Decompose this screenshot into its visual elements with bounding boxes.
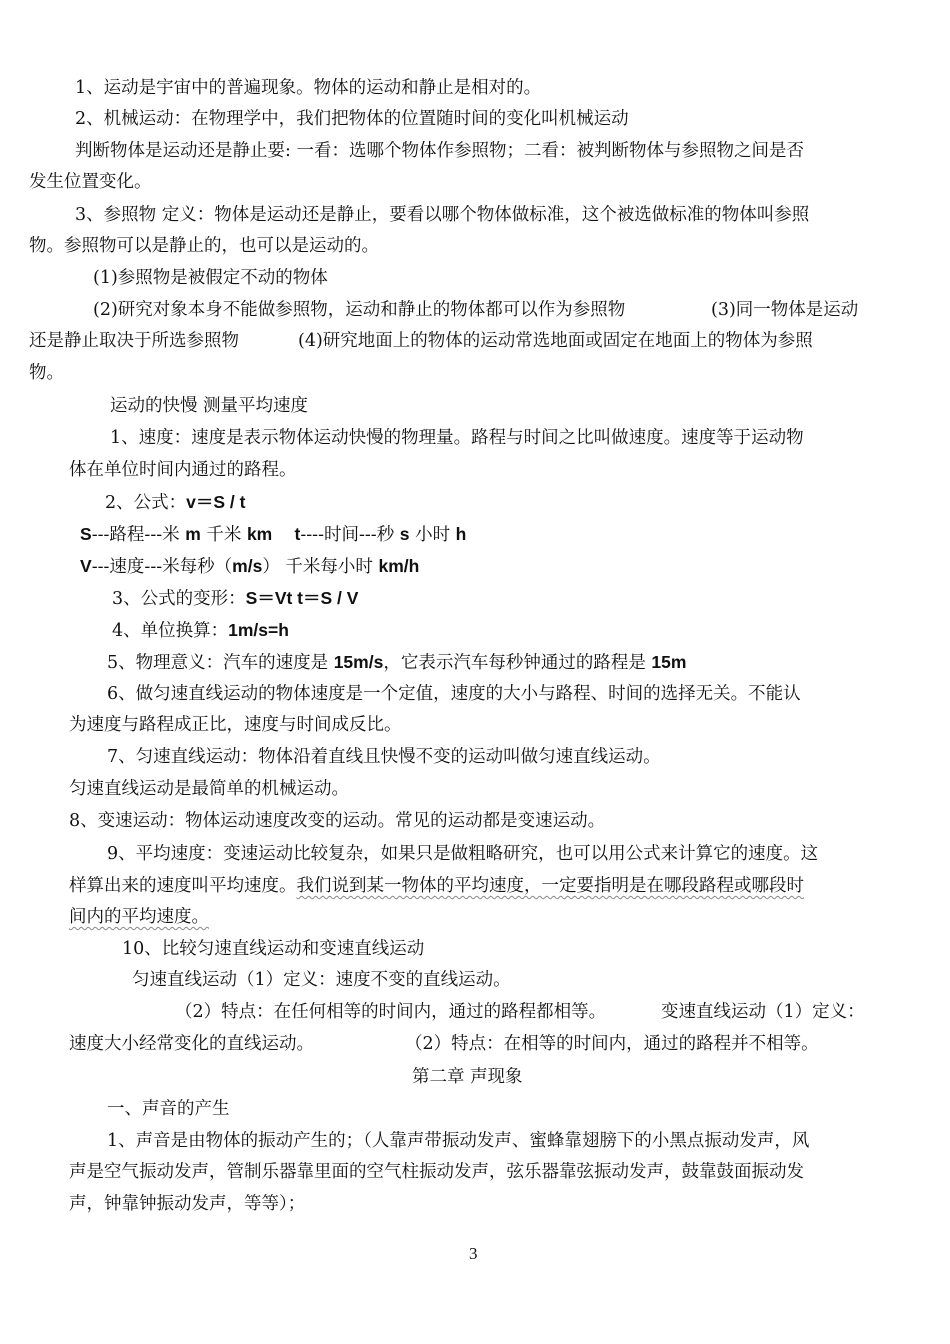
text-line: 判断物体是运动还是静止要: 一看：选哪个物体作参照物；二看：被判断物体与参照物之间是否 (75, 141, 804, 161)
chapter-title: 第二章 声现象 (412, 1067, 523, 1087)
formula: S＝Vt t＝S / V (245, 588, 359, 608)
unit-text: 小时 (409, 525, 456, 545)
spacer (272, 525, 294, 545)
text-line (107, 650, 686, 675)
text-line: 速度大小经常变化的直线运动。 (69, 1034, 314, 1054)
text-part: ，它表示汽车每秒钟通过的路程是 (383, 653, 652, 673)
text-line: 变速直线运动（1）定义： (661, 1002, 865, 1022)
unit-text: 千米 (200, 525, 247, 545)
formula-line (105, 490, 245, 515)
text-line: 1、运动是宇宙中的普遍现象。物体的运动和静止是相对的。 (75, 78, 542, 98)
text-line: 1、声音是由物体的振动产生的；（人靠声带振动发声、蜜蜂靠翅膀下的小黑点振动发声，风 (107, 1131, 810, 1151)
section-heading: 10、比较匀速直线运动和变速直线运动 (122, 939, 425, 959)
symbol: km/h (378, 556, 420, 576)
formula-line (112, 586, 358, 611)
text-line: (3)同一物体是运动 (711, 300, 859, 320)
text-line: (2)研究对象本身不能做参照物，运动和静止的物体都可以作为参照物 (93, 300, 626, 320)
text-line (69, 905, 209, 929)
unit-line (80, 522, 466, 547)
unit-text: ----时间---秒 (300, 525, 400, 545)
text-part: 5、物理意义：汽车的速度是 (107, 653, 334, 673)
text-line: 为速度与路程成正比，速度与时间成反比。 (69, 715, 402, 735)
formula-line (112, 618, 289, 643)
text-line: 还是静止取决于所选参照物 (29, 331, 239, 351)
text-line: 声是空气振动发声，管制乐器靠里面的空气柱振动发声，弦乐器靠弦振动发声，鼓靠鼓面振动发 (69, 1162, 804, 1182)
text-line: 体在单位时间内通过的路程。 (69, 460, 297, 480)
formula: v＝S / t (186, 492, 246, 512)
text-line: 6、做匀速直线运动的物体速度是一个定值，速度的大小与路程、时间的选择无关。不能认 (107, 684, 801, 704)
symbol: h (455, 524, 467, 544)
formula-label: 3、公式的变形： (112, 589, 246, 609)
text-line: (1)参照物是被假定不动的物体 (93, 268, 328, 288)
symbol: m (185, 524, 201, 544)
unit-text: ） 千米每小时 (262, 557, 379, 577)
formula-label: 4、单位换算： (112, 621, 229, 641)
text-line: 9、平均速度：变速运动比较复杂，如果只是做粗略研究，也可以用公式来计算它的速度。这 (107, 844, 819, 864)
unit-text: ---速度---米每秒（ (91, 557, 233, 577)
text-line: 发生位置变化。 (29, 172, 152, 192)
symbol: S (80, 524, 92, 544)
text-line: 匀速直线运动（1）定义：速度不变的直线运动。 (132, 970, 511, 990)
formula-label: 2、公式： (105, 493, 187, 513)
section-heading: 一、声音的产生 (107, 1099, 230, 1119)
symbol: km (246, 524, 273, 544)
symbol: t (294, 524, 301, 544)
text-line: 物。参照物可以是静止的，也可以是运动的。 (29, 236, 379, 256)
symbol: s (399, 524, 410, 544)
unit-line (80, 554, 419, 579)
text-line: 物。 (29, 363, 64, 383)
text-line: (4)研究地面上的物体的运动常选地面或固定在地面上的物体为参照 (298, 331, 813, 351)
symbol: m/s (232, 556, 263, 576)
text-line: （2）特点：在相等的时间内，通过的路程并不相等。 (405, 1034, 819, 1054)
text-line: 8、变速运动：物体运动速度改变的运动。常见的运动都是变速运动。 (69, 811, 606, 831)
value: 15m (651, 652, 687, 672)
text-line: 声，钟靠钟振动发声，等等）； (69, 1194, 306, 1214)
text-line: 匀速直线运动是最简单的机械运动。 (69, 779, 349, 799)
grammar-flagged-text: 我们说到某一物体的平均速度，一定要指明是在哪段路程或哪段时 (296, 876, 804, 896)
formula: 1m/s=h (228, 620, 289, 640)
symbol: V (80, 556, 92, 576)
text-line (69, 874, 804, 898)
page-number: 3 (469, 1244, 478, 1263)
section-heading: 运动的快慢 测量平均速度 (110, 396, 309, 416)
text-line: 7、匀速直线运动：物体沿着直线且快慢不变的运动叫做匀速直线运动。 (107, 747, 661, 767)
text-line: （2）特点：在任何相等的时间内，通过的路程都相等。 (175, 1002, 607, 1022)
text-line: 2、机械运动：在物理学中，我们把物体的位置随时间的变化叫机械运动 (75, 109, 629, 129)
value: 15m/s (333, 652, 384, 672)
text-line: 3、参照物 定义：物体是运动还是静止，要看以哪个物体做标准，这个被选做标准的物体叫参照 (75, 205, 810, 225)
text-part: 样算出来的速度叫平均速度。 (69, 876, 297, 896)
unit-text: ---路程---米 (91, 525, 186, 545)
grammar-flagged-text: 间内的平均速度。 (69, 907, 209, 927)
text-line: 1、速度：速度是表示物体运动快慢的物理量。路程与时间之比叫做速度。速度等于运动物 (110, 428, 804, 448)
